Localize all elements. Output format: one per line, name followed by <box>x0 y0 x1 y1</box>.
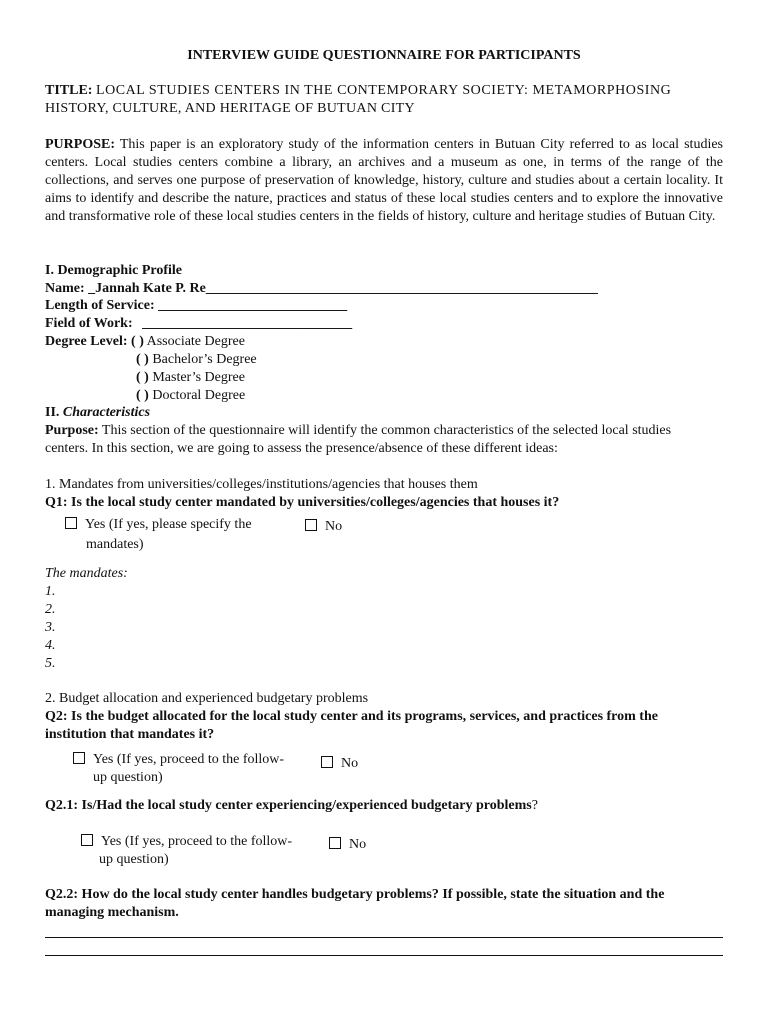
q21-text: Q2.1: Is/Had the local study center experiencing/experienced budgetary problems <box>45 798 532 813</box>
answer-line-1[interactable] <box>45 937 723 938</box>
service-label: Length of Service: <box>45 298 155 313</box>
characteristics-title: Characteristics <box>62 405 151 420</box>
q22-question-line1: Q2.2: How do the local study center handles budgetary problems? If possible, state the situation and the <box>45 887 665 902</box>
q21-no-option[interactable] <box>329 836 366 854</box>
service-row <box>45 297 347 315</box>
degree-row-1 <box>136 351 257 369</box>
characteristics-heading <box>45 404 150 422</box>
degree-option: Master’s Degree <box>152 370 245 385</box>
q1-yes-checkbox[interactable] <box>65 517 77 529</box>
name-value[interactable]: _Jannah Kate P. Re <box>88 281 206 296</box>
purpose-label: PURPOSE: <box>45 137 115 152</box>
mandates-label: The mandates: <box>45 566 128 581</box>
item2-heading: 2. Budget allocation and experienced budgetary problems <box>45 691 369 706</box>
q21-question <box>45 797 538 815</box>
title-line1: LOCAL STUDIES CENTERS IN THE CONTEMPORARY SOCIETY: METAMORPHOSING <box>95 83 672 98</box>
section2-purpose-line1 <box>45 422 671 440</box>
page-header: INTERVIEW GUIDE QUESTIONNAIRE FOR PARTICIPANTS <box>187 48 581 63</box>
mandate-item-3[interactable]: 3. <box>45 620 56 635</box>
q1-no-checkbox[interactable] <box>305 519 317 531</box>
q2-yes-label: Yes (If yes, proceed to the follow- <box>93 752 285 767</box>
field-blank[interactable]: ______________________________ <box>142 316 353 331</box>
q2-no-label: No <box>341 756 359 771</box>
q1-question: Q1: Is the local study center mandated by universities/colleges/agencies that houses it? <box>45 495 560 510</box>
q2-question-line1: Q2: Is the budget allocated for the local study center and its programs, services, and practices from the <box>45 709 658 724</box>
q1-no-label: No <box>325 519 343 534</box>
q21-yes-option[interactable] <box>81 833 292 851</box>
purpose-paragraph <box>45 136 723 226</box>
q1-no-option[interactable] <box>305 518 342 536</box>
degree-row-0 <box>45 333 245 351</box>
q1-yes-option[interactable] <box>65 516 252 534</box>
purpose-text: This paper is an exploratory study of the information centers in Butuan City referred to as local studies centers. Local studies centers combine a library, an archives and a museum as one, in terms of the range of the collections, and serves one purpose of preservation of knowledge, history, culture and studies about a certain locality. It aims to identify and describe the nature, practices and status of these local studies centers and to explore the innovative and transformative role of these local studies centers in the fields of history, culture and heritage studies of Butuan City. <box>45 137 723 224</box>
q2-yes-label-cont: up question) <box>93 770 163 785</box>
degree-option: Associate Degree <box>146 334 245 349</box>
degree-option: Doctoral Degree <box>152 388 246 403</box>
section2-purpose-line2: centers. In this section, we are going to assess the presence/absence of these different ideas: <box>45 441 558 456</box>
q21-yes-label: Yes (If yes, proceed to the follow- <box>101 834 293 849</box>
degree-row-2 <box>136 369 245 387</box>
mandate-item-5[interactable]: 5. <box>45 656 56 671</box>
characteristics-number: II. <box>45 405 60 420</box>
q22-question-line2: managing mechanism. <box>45 905 179 920</box>
field-row <box>45 315 352 333</box>
degree-option: Bachelor’s Degree <box>152 352 257 367</box>
degree-label: Degree Level: <box>45 334 128 349</box>
title-line2: HISTORY, CULTURE, AND HERITAGE OF BUTUAN CITY <box>45 101 415 116</box>
title-block <box>45 82 723 118</box>
mandate-item-4[interactable]: 4. <box>45 638 56 653</box>
q1-yes-label-cont: mandates) <box>86 537 144 552</box>
degree-marker[interactable]: ( ) <box>136 352 149 367</box>
q2-no-option[interactable] <box>321 755 358 773</box>
q2-yes-checkbox[interactable] <box>73 752 85 764</box>
degree-marker[interactable]: ( ) <box>136 388 149 403</box>
mandate-item-1[interactable]: 1. <box>45 584 56 599</box>
q21-no-checkbox[interactable] <box>329 837 341 849</box>
q21-mark: ? <box>531 798 538 813</box>
service-blank[interactable]: ___________________________ <box>158 298 348 313</box>
section2-purpose-text: This section of the questionnaire will identify the common characteristics of the selected local studies <box>101 423 672 438</box>
field-label: Field of Work: <box>45 316 133 331</box>
q21-yes-label-cont: up question) <box>99 852 169 867</box>
answer-line-2[interactable] <box>45 955 723 956</box>
degree-marker[interactable]: ( ) <box>131 334 144 349</box>
title-label: TITLE: <box>45 83 93 98</box>
q21-no-label: No <box>349 837 367 852</box>
name-blank: ________________________________________________________ <box>205 281 598 296</box>
section2-purpose-label: Purpose: <box>45 423 99 438</box>
q2-no-checkbox[interactable] <box>321 756 333 768</box>
degree-marker[interactable]: ( ) <box>136 370 149 385</box>
q21-yes-checkbox[interactable] <box>81 834 93 846</box>
mandate-item-2[interactable]: 2. <box>45 602 56 617</box>
q1-yes-label: Yes (If yes, please specify the <box>85 517 252 532</box>
name-row <box>45 280 598 298</box>
q2-yes-option[interactable] <box>73 751 284 769</box>
q2-question-line2: institution that mandates it? <box>45 727 215 742</box>
demographic-heading: I. Demographic Profile <box>45 263 182 278</box>
name-label: Name: <box>45 281 85 296</box>
degree-row-3 <box>136 387 245 405</box>
item1-heading: 1. Mandates from universities/colleges/institutions/agencies that houses them <box>45 477 478 492</box>
